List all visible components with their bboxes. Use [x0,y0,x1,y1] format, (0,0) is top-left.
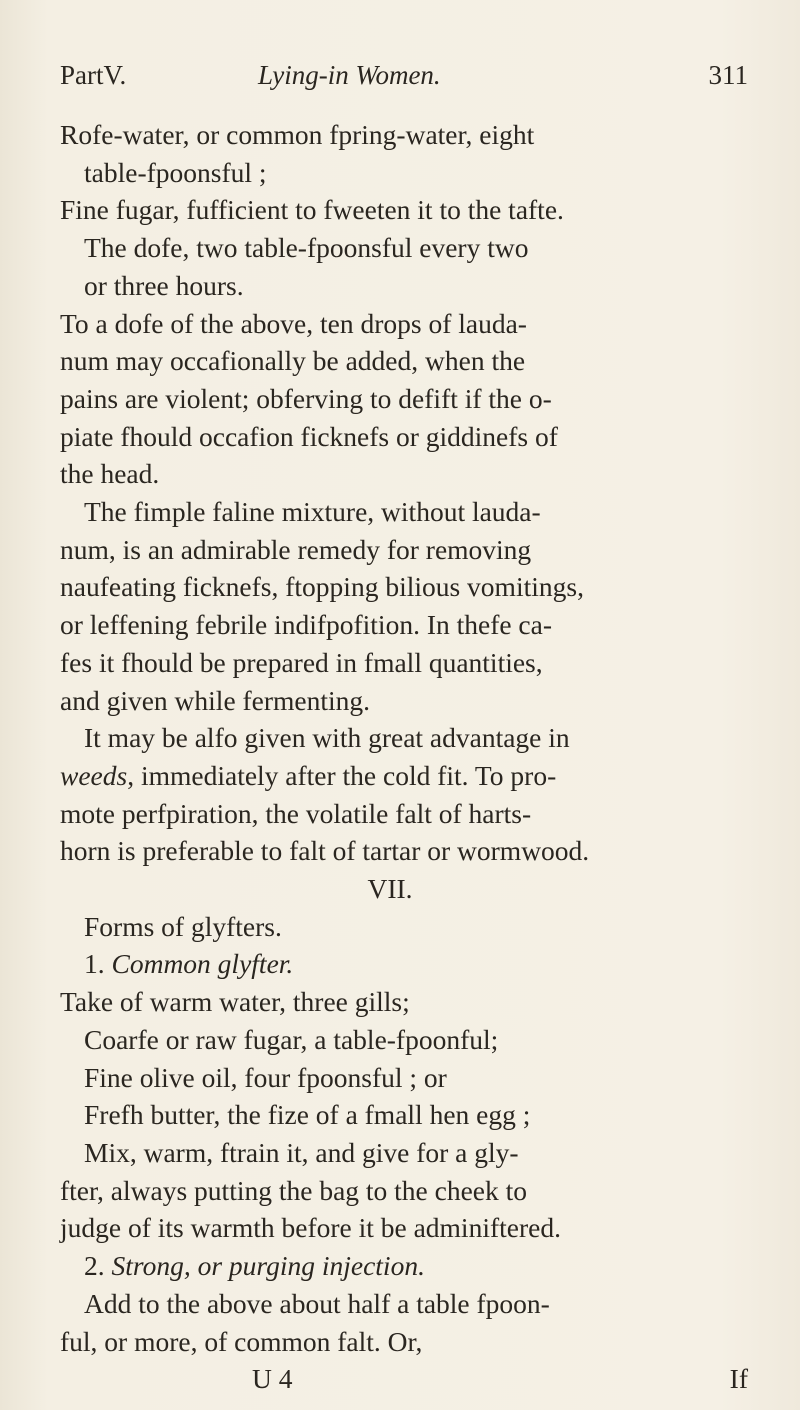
text-line: pains are violent; obferving to defift if the o- [60,382,552,414]
recipe-line: judge of its warmth before it be adminiftered. [60,1212,561,1244]
text-line: Fine fugar, fufficient to fweeten it to the tafte. [60,194,564,226]
text-line: num may occafionally be added, when the [60,345,526,377]
text-line: Rofe-water, or common fpring-water, eight [60,119,535,150]
subsection-title: Common glyfter. [111,948,294,980]
part-label: PartV. [60,60,127,90]
text-line: naufeating ficknefs, ftopping bilious vomitings, [60,571,584,603]
text-line-weeds [60,757,760,795]
text-line: horn is preferable to falt of tartar or wormwood. [60,835,590,867]
recipe-line: fter, always putting the bag to the cheek to [60,1174,528,1206]
recipe-line: Fine olive oil, four fpoonsful ; or [84,1061,447,1093]
recipe-line: Coarfe or raw fugar, a table-fpoonful; [84,1023,499,1055]
running-header [60,60,748,100]
text-line: table-fpoonsful ; [84,156,267,188]
italic-word-weeds: weeds [60,759,128,791]
text-line: or three hours. [84,269,244,301]
recipe-line: ful, or more, of common falt. Or, [60,1325,423,1357]
text-line: piate fhould occafion ficknefs or giddinefs of [60,420,558,452]
text-line: mote perfpiration, the volatile falt of harts- [60,797,532,829]
text-line: To a dofe of the above, ten drops of lauda- [60,307,527,339]
text-line: The fimple faline mixture, without lauda- [84,496,541,528]
subsection-heading-1 [60,945,760,983]
page-number: 311 [708,60,748,90]
text-line: the head. [60,458,160,490]
recipe-line: Frefh butter, the fize of a fmall hen egg ; [84,1099,531,1131]
text-line: The dofe, two table-fpoonsful every two [84,232,529,264]
section-number: VII. [367,873,413,905]
subsection-heading-2 [60,1247,760,1285]
page-body [60,116,760,1398]
subsection-number: 2. [84,1250,105,1282]
subsection-title: Strong, or purging injection. [111,1250,425,1282]
recipe-line: Mix, warm, ftrain it, and give for a gly- [84,1136,519,1168]
text-line: and given while fermenting. [60,684,371,716]
recipe-line: Add to the above about half a table fpoon- [84,1287,550,1319]
recipe-line: Take of warm water, three gills; [60,986,410,1018]
text-line: or leffening febrile indifpofition. In thefe ca- [60,609,553,641]
running-head-title: Lying-in Women. [258,60,441,90]
text-line: fes it fhould be prepared in fmall quantities, [60,646,543,678]
text-line: It may be alfo given with great advantage in [84,722,570,754]
page-footer [60,1360,760,1398]
signature-mark: U 4 [252,1363,293,1395]
section-title: Forms of glyfters. [84,910,282,942]
text-span: , immediately after the cold fit. To pro- [127,759,557,791]
subsection-number: 1. [84,948,105,980]
text-line: num, is an admirable remedy for removing [60,533,532,565]
catchword: If [729,1363,748,1395]
